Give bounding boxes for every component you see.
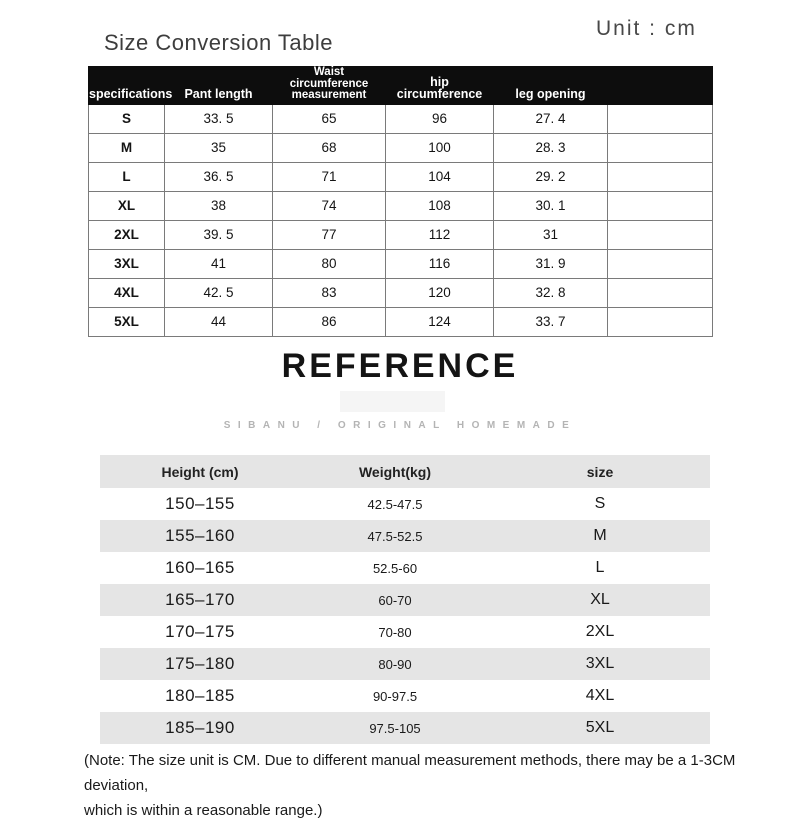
size-cell: 3XL	[490, 655, 710, 673]
reference-row	[100, 520, 710, 552]
size-cell: M	[490, 527, 710, 545]
size-cell: 2XL	[490, 623, 710, 641]
page-title: Size Conversion Table	[104, 30, 333, 56]
hip-cell: 124	[386, 307, 494, 336]
height-cell: 180–185	[100, 686, 300, 706]
size-cell: XL	[89, 191, 165, 220]
pant-length-cell: 44	[165, 307, 273, 336]
measurement-note	[84, 749, 744, 823]
weight-cell: 52.5-60	[300, 561, 490, 576]
weight-cell: 70-80	[300, 625, 490, 640]
empty-cell	[608, 220, 713, 249]
size-cell: S	[89, 104, 165, 133]
weight-cell: 90-97.5	[300, 689, 490, 704]
empty-cell	[608, 278, 713, 307]
leg-opening-cell: 29. 2	[494, 162, 608, 191]
weight-cell: 42.5-47.5	[300, 497, 490, 512]
height-cell: 150–155	[100, 494, 300, 514]
empty-cell	[608, 104, 713, 133]
reference-row	[100, 584, 710, 616]
header-waist-circumference: Waist circumference measurement	[273, 67, 386, 105]
reference-row	[100, 680, 710, 712]
pant-length-cell: 38	[165, 191, 273, 220]
header-empty	[608, 67, 713, 105]
size-cell: 5XL	[490, 719, 710, 737]
leg-opening-cell: 31. 9	[494, 249, 608, 278]
pant-length-cell: 42. 5	[165, 278, 273, 307]
size-cell: L	[89, 162, 165, 191]
weight-cell: 47.5-52.5	[300, 529, 490, 544]
note-line-1: (Note: The size unit is CM. Due to different manual measurement methods, there may be a 1-3CM deviation,	[84, 749, 744, 799]
leg-opening-cell: 30. 1	[494, 191, 608, 220]
size-conversion-table	[88, 66, 713, 337]
table-row	[89, 133, 713, 162]
reference-row	[100, 648, 710, 680]
leg-opening-cell: 33. 7	[494, 307, 608, 336]
empty-cell	[608, 162, 713, 191]
size-cell: 2XL	[89, 220, 165, 249]
size-cell: 3XL	[89, 249, 165, 278]
height-cell: 170–175	[100, 622, 300, 642]
weight-cell: 80-90	[300, 657, 490, 672]
hip-cell: 116	[386, 249, 494, 278]
waist-cell: 68	[273, 133, 386, 162]
pant-length-cell: 36. 5	[165, 162, 273, 191]
table-row	[89, 162, 713, 191]
pant-length-cell: 41	[165, 249, 273, 278]
size-cell: M	[89, 133, 165, 162]
header-specifications: specifications	[89, 67, 165, 105]
reference-row	[100, 488, 710, 520]
reference-row	[100, 712, 710, 744]
header-hip-circumference: hip circumference	[386, 67, 494, 105]
header-leg-opening: leg opening	[494, 67, 608, 105]
brand-subtitle: SIBANU / ORIGINAL HOMEMADE	[0, 420, 800, 431]
height-cell: 160–165	[100, 558, 300, 578]
pant-length-cell: 39. 5	[165, 220, 273, 249]
size-cell: 4XL	[89, 278, 165, 307]
waist-cell: 86	[273, 307, 386, 336]
hip-cell: 112	[386, 220, 494, 249]
hip-cell: 108	[386, 191, 494, 220]
header-row	[89, 67, 713, 105]
table-row	[89, 278, 713, 307]
size-cell: S	[490, 495, 710, 513]
header-height: Height (cm)	[100, 464, 300, 480]
size-cell: 4XL	[490, 687, 710, 705]
weight-cell: 60-70	[300, 593, 490, 608]
waist-cell: 65	[273, 104, 386, 133]
size-table-body	[89, 104, 713, 336]
header-weight: Weight(kg)	[300, 464, 490, 480]
reference-heading: REFERENCE	[0, 347, 800, 386]
waist-cell: 71	[273, 162, 386, 191]
table-row	[89, 220, 713, 249]
reference-table	[100, 455, 710, 744]
weight-cell: 97.5-105	[300, 721, 490, 736]
waist-cell: 80	[273, 249, 386, 278]
empty-cell	[608, 307, 713, 336]
reference-table-header	[100, 455, 710, 488]
size-cell: XL	[490, 591, 710, 609]
hip-cell: 96	[386, 104, 494, 133]
reference-row	[100, 616, 710, 648]
pant-length-cell: 33. 5	[165, 104, 273, 133]
leg-opening-cell: 27. 4	[494, 104, 608, 133]
waist-cell: 77	[273, 220, 386, 249]
size-table-header	[89, 67, 713, 105]
height-cell: 165–170	[100, 590, 300, 610]
height-cell: 155–160	[100, 526, 300, 546]
table-row	[89, 307, 713, 336]
hip-cell: 104	[386, 162, 494, 191]
empty-cell	[608, 249, 713, 278]
empty-cell	[608, 191, 713, 220]
size-cell: 5XL	[89, 307, 165, 336]
table-row	[89, 191, 713, 220]
height-cell: 175–180	[100, 654, 300, 674]
unit-label: Unit : cm	[596, 17, 697, 41]
pant-length-cell: 35	[165, 133, 273, 162]
header-size: size	[490, 464, 710, 480]
size-cell: L	[490, 559, 710, 577]
leg-opening-cell: 32. 8	[494, 278, 608, 307]
height-cell: 185–190	[100, 718, 300, 738]
note-line-2: which is within a reasonable range.)	[84, 799, 744, 823]
hip-cell: 100	[386, 133, 494, 162]
header-pant-length: Pant length	[165, 67, 273, 105]
table-row	[89, 104, 713, 133]
watermark-remnant	[340, 391, 445, 412]
table-row	[89, 249, 713, 278]
reference-row	[100, 552, 710, 584]
waist-cell: 74	[273, 191, 386, 220]
empty-cell	[608, 133, 713, 162]
leg-opening-cell: 31	[494, 220, 608, 249]
waist-cell: 83	[273, 278, 386, 307]
leg-opening-cell: 28. 3	[494, 133, 608, 162]
hip-cell: 120	[386, 278, 494, 307]
